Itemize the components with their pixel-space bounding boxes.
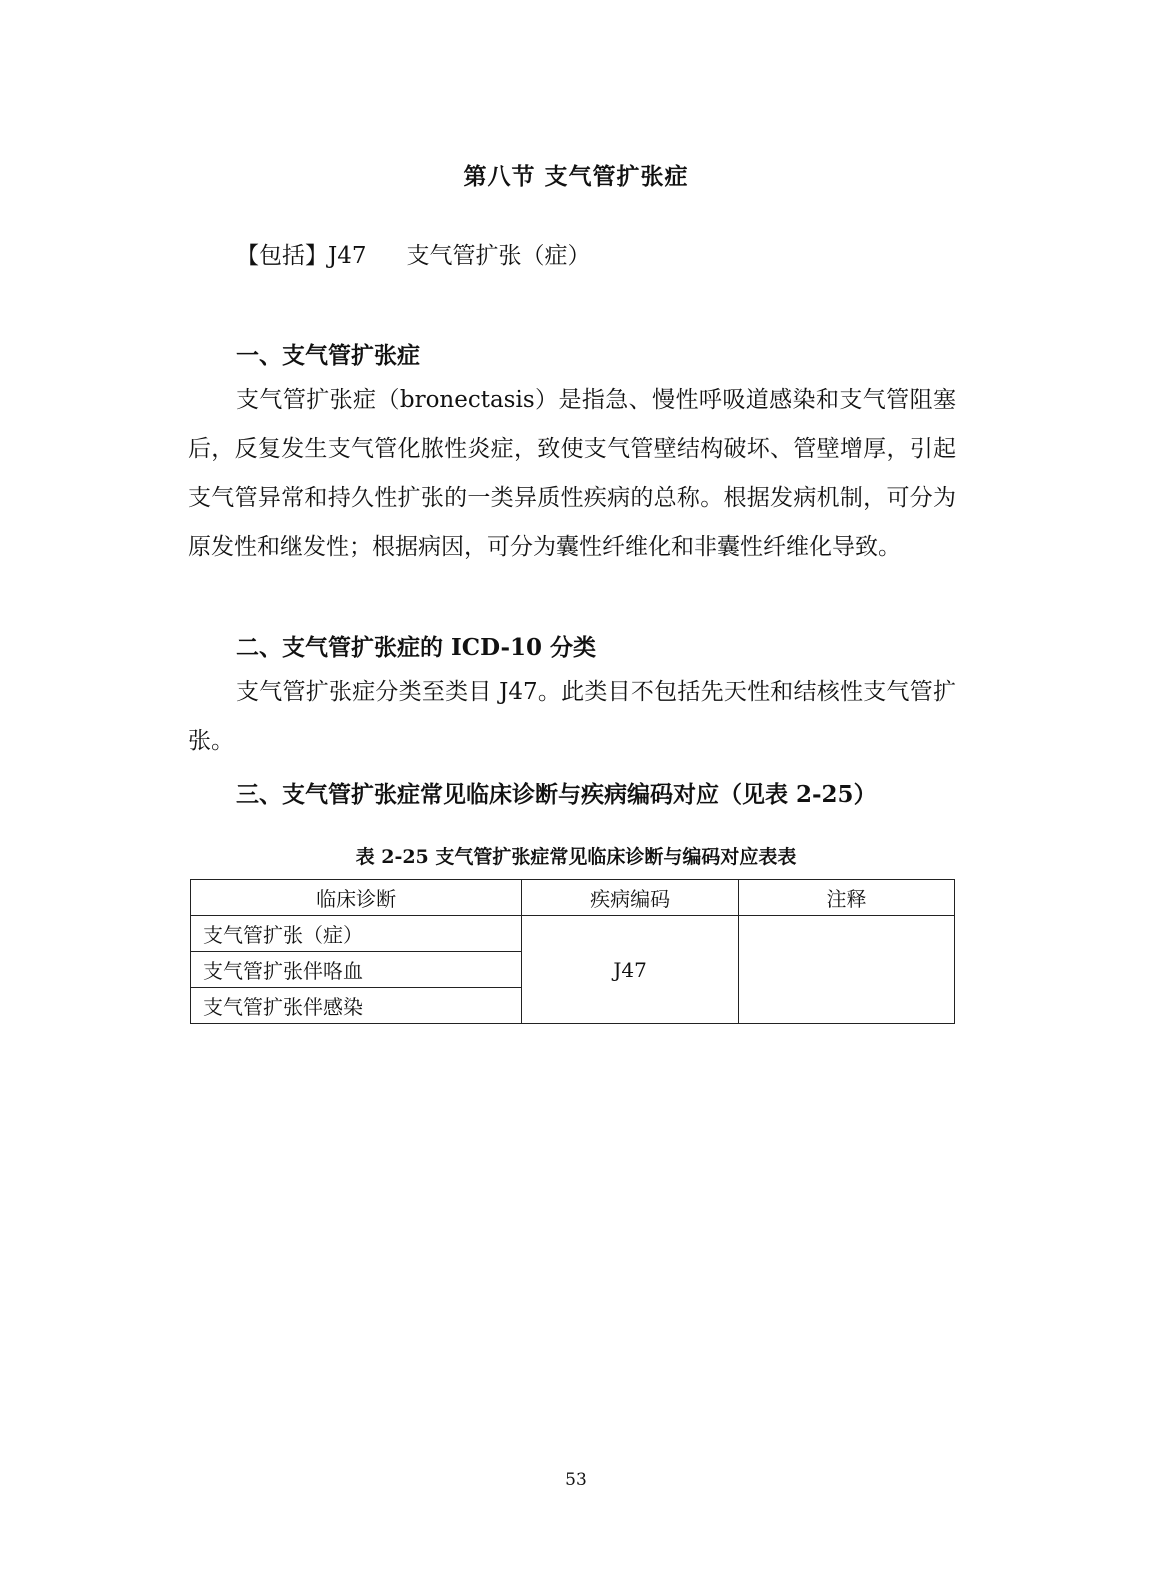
- paragraph-definition: 支气管扩张症（bronectasis）是指急、慢性呼吸道感染和支气管阻塞后，反复发生支气管化脓性炎症，致使支气管壁结构破坏、管壁增厚，引起支气管异常和持久性扩张的一类异质性疾病的总称。根据发病机制，可分为原发性和继发性；根据病因，可分为囊性纤维化和非囊性纤维化导致。: [188, 387, 956, 560]
- heading-3: 三、支气管扩张症常见临床诊断与疾病编码对应（见表 2-25）: [236, 781, 877, 808]
- paragraph-classification: 支气管扩张症分类至类目 J47。此类目不包括先天性和结核性支气管扩张。: [188, 679, 956, 754]
- diagnosis-code-table: [190, 879, 955, 1024]
- includes-line: [236, 237, 591, 270]
- table-header-row: [191, 880, 955, 916]
- includes-term: 支气管扩张（症）: [406, 243, 591, 269]
- diagnosis-cell: 支气管扩张伴感染: [191, 988, 522, 1024]
- section-title: 第八节 支气管扩张症: [463, 163, 689, 190]
- header-diagnosis: 临床诊断: [191, 880, 522, 916]
- note-cell: [738, 916, 954, 1024]
- table-row: [191, 916, 955, 952]
- heading-2: 二、支气管扩张症的 ICD-10 分类: [236, 634, 597, 661]
- diagnosis-cell: 支气管扩张伴咯血: [191, 952, 522, 988]
- includes-label: 【包括】: [236, 243, 328, 269]
- header-note: 注释: [738, 880, 954, 916]
- includes-code: J47: [328, 243, 367, 269]
- code-cell: J47: [522, 916, 739, 1024]
- table-caption: 表 2-25 支气管扩张症常见临床诊断与编码对应表表: [355, 846, 797, 868]
- header-code: 疾病编码: [522, 880, 739, 916]
- diagnosis-cell: 支气管扩张（症）: [191, 916, 522, 952]
- heading-1: 一、支气管扩张症: [236, 342, 420, 369]
- page-number: 53: [565, 1470, 587, 1490]
